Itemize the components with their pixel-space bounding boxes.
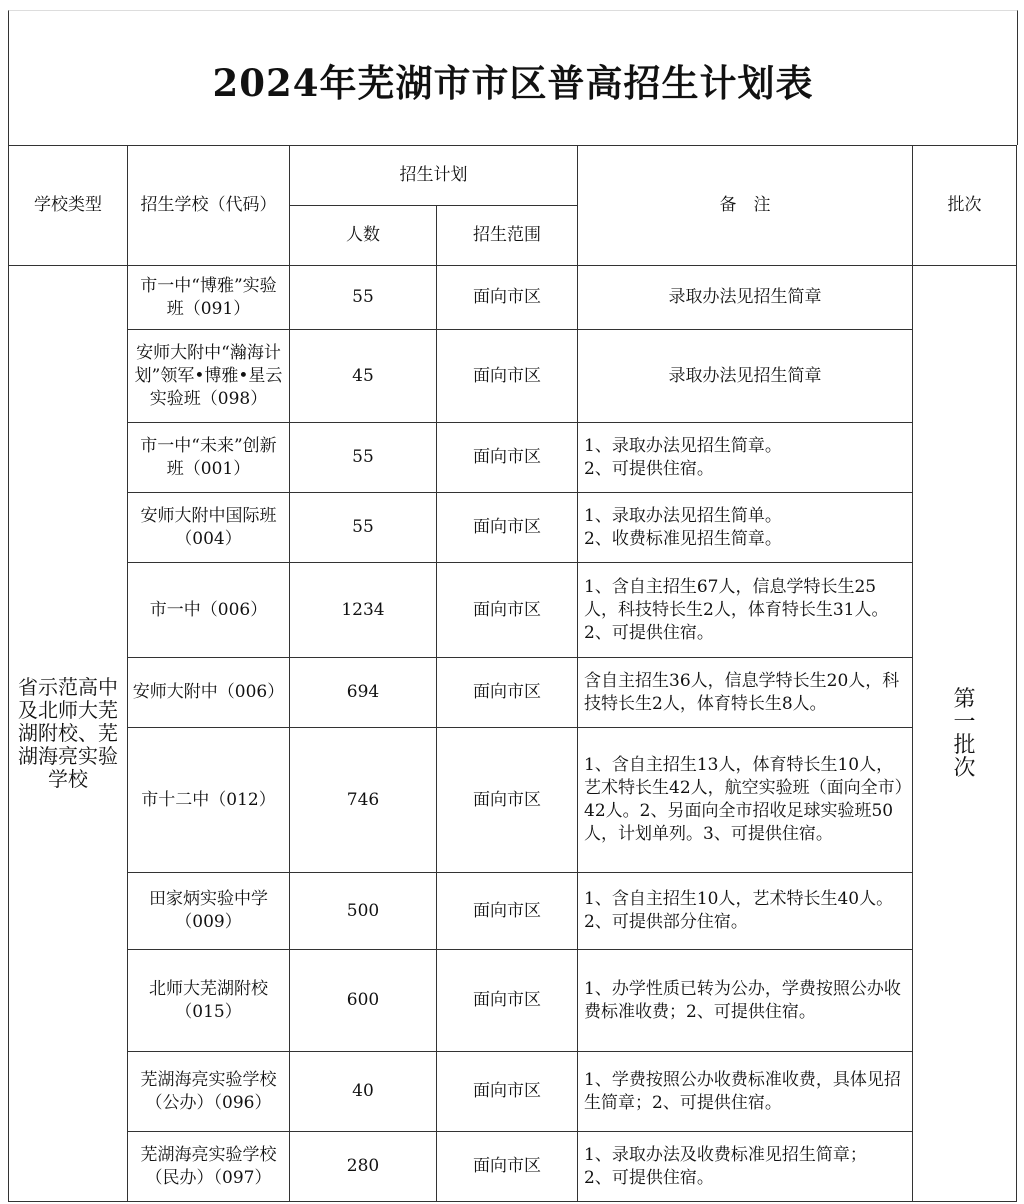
school-cell: 市一中“未来”创新班（001） (128, 423, 290, 493)
header-school-type: 学校类型 (9, 146, 128, 266)
scope-cell: 面向市区 (437, 563, 578, 658)
count-cell: 55 (290, 266, 437, 330)
table-row (9, 266, 1017, 330)
enrollment-plan-table (8, 145, 1017, 1202)
scope-cell: 面向市区 (437, 493, 578, 563)
count-cell: 600 (290, 950, 437, 1052)
remarks-cell (578, 1052, 913, 1132)
count-cell: 55 (290, 423, 437, 493)
header-batch: 批次 (913, 146, 1017, 266)
count-cell: 45 (290, 330, 437, 423)
remarks-cell (578, 1132, 913, 1202)
remarks-cell (578, 493, 913, 563)
count-cell: 40 (290, 1052, 437, 1132)
school-cell: 安师大附中“瀚海计划”领军•博雅•星云实验班（098） (128, 330, 290, 423)
remarks-cell (578, 873, 913, 950)
table-row (9, 330, 1017, 423)
table-row (9, 950, 1017, 1052)
remarks-line: 2、可提供住宿。 (584, 458, 714, 479)
scope-cell: 面向市区 (437, 658, 578, 728)
school-cell: 芜湖海亮实验学校（民办）（097） (128, 1132, 290, 1202)
batch-char: 第 (953, 686, 976, 712)
header-school: 招生学校（代码） (128, 146, 290, 266)
scope-cell: 面向市区 (437, 1132, 578, 1202)
count-cell: 280 (290, 1132, 437, 1202)
school-cell: 田家炳实验中学（009） (128, 873, 290, 950)
scope-cell: 面向市区 (437, 728, 578, 873)
batch-char: 次 (953, 755, 976, 781)
school-cell: 市一中“博雅”实验班（091） (128, 266, 290, 330)
remarks-line: 录取办法见招生简章 (668, 287, 822, 307)
batch-char: 批 (953, 732, 976, 758)
remarks-line: 1、录取办法及收费标准见招生简章； (584, 1144, 867, 1165)
school-cell: 市十二中（012） (128, 728, 290, 873)
batch-cell (913, 266, 1017, 1202)
count-cell: 1234 (290, 563, 437, 658)
count-cell: 55 (290, 493, 437, 563)
remarks-cell (578, 266, 913, 330)
header-scope: 招生范围 (437, 206, 578, 266)
remarks-cell (578, 950, 913, 1052)
batch-char: 一 (953, 709, 976, 735)
remarks-line: 1、含自主招生10人，艺术特长生40人。2、可提供部分住宿。 (584, 889, 894, 932)
remarks-line: 1、学费按照公办收费标准收费，具体见招生简章；2、可提供住宿。 (584, 1069, 901, 1113)
school-cell: 市一中（006） (128, 563, 290, 658)
count-cell: 500 (290, 873, 437, 950)
table-row (9, 493, 1017, 563)
remarks-line: 1、含自主招生13人，体育特长生10人，艺术特长生42人，航空实验班（面向全市）42人。2、另面向全市招收足球实验班50人，计划单列。3、可提供住宿。 (584, 755, 904, 844)
scope-cell: 面向市区 (437, 950, 578, 1052)
remarks-line: 2、可提供住宿。 (584, 1167, 714, 1188)
scope-cell: 面向市区 (437, 423, 578, 493)
remarks-line: 1、办学性质已转为公办，学费按照公办收费标准收费；2、可提供住宿。 (584, 978, 901, 1022)
header-count: 人数 (290, 206, 437, 266)
table-row (9, 1132, 1017, 1202)
remarks-cell (578, 563, 913, 658)
count-cell: 746 (290, 728, 437, 873)
school-cell: 芜湖海亮实验学校（公办）（096） (128, 1052, 290, 1132)
remarks-line: 2、收费标准见招生简章。 (584, 528, 782, 549)
scope-cell: 面向市区 (437, 266, 578, 330)
remarks-cell (578, 658, 913, 728)
scope-cell: 面向市区 (437, 873, 578, 950)
table-row (9, 563, 1017, 658)
table-row (9, 423, 1017, 493)
remarks-line: 1、录取办法见招生简章。 (584, 435, 782, 456)
table-row (9, 873, 1017, 950)
table-body (9, 266, 1017, 1202)
table-row (9, 1052, 1017, 1132)
header-remarks: 备 注 (578, 146, 913, 266)
remarks-line: 1、录取办法见招生简单。 (584, 505, 782, 526)
remarks-cell (578, 728, 913, 873)
title-area (8, 10, 1018, 145)
remarks-cell (578, 330, 913, 423)
school-cell: 安师大附中国际班（004） (128, 493, 290, 563)
school-type-cell: 省示范高中及北师大芜湖附校、芜湖海亮实验学校 (9, 266, 128, 1202)
count-cell: 694 (290, 658, 437, 728)
remarks-line: 含自主招生36人，信息学特长生20人，科技特长生2人，体育特长生8人。 (584, 670, 900, 714)
table-row (9, 658, 1017, 728)
remarks-line: 录取办法见招生简章 (668, 365, 822, 386)
page-title: 2024年芜湖市市区普高招生计划表 (212, 61, 814, 105)
table-row (9, 728, 1017, 873)
school-cell: 北师大芜湖附校（015） (128, 950, 290, 1052)
header-plan: 招生计划 (290, 146, 578, 206)
remarks-cell (578, 423, 913, 493)
school-cell: 安师大附中（006） (128, 658, 290, 728)
scope-cell: 面向市区 (437, 1052, 578, 1132)
scope-cell: 面向市区 (437, 330, 578, 423)
remarks-line: 1、含自主招生67人，信息学特长生25人，科技特长生2人，体育特长生31人。2、可提供住宿。 (584, 576, 889, 643)
